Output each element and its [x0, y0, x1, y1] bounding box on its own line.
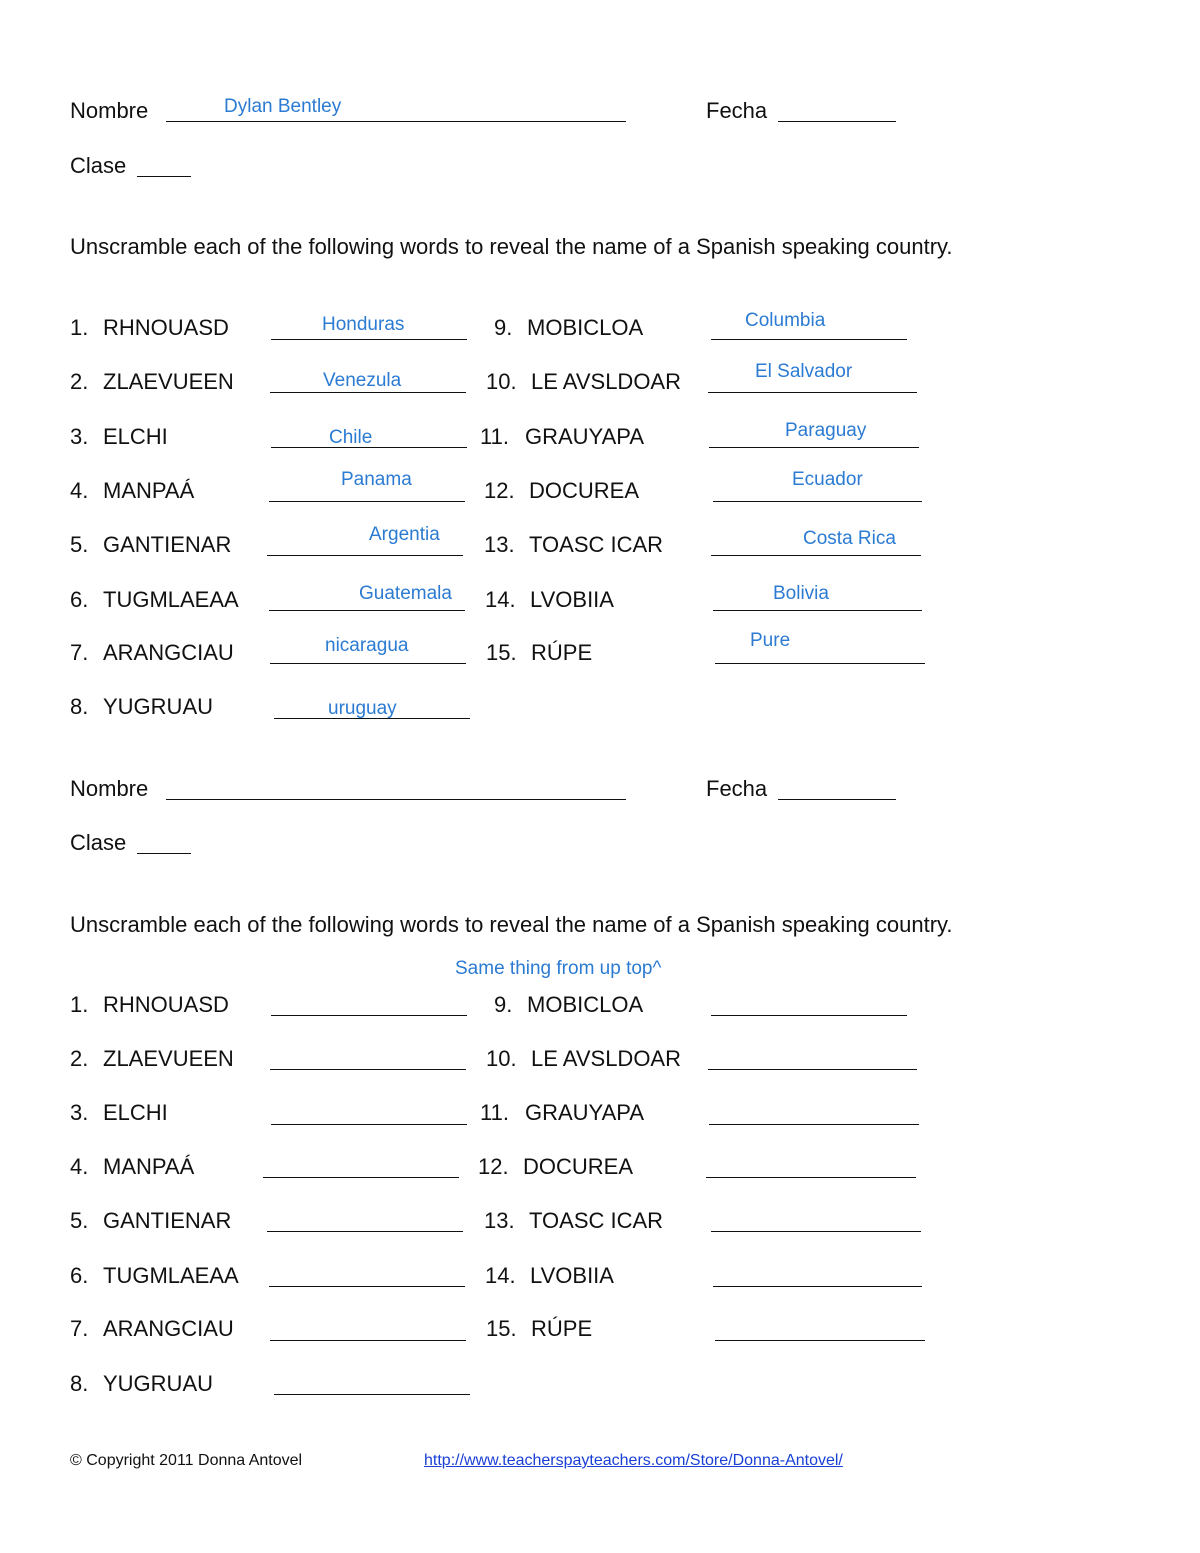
answer-line[interactable] — [270, 1340, 466, 1341]
copyright-text: © Copyright 2011 Donna Antovel — [70, 1452, 303, 1469]
handwritten-answer: Venezula — [323, 370, 402, 391]
answer-line[interactable] — [270, 663, 466, 664]
handwritten-answer: Costa Rica — [803, 528, 896, 549]
item-num: 15. — [486, 640, 517, 665]
item-num: 13. — [484, 1208, 515, 1233]
answer-line[interactable] — [711, 1015, 907, 1016]
answer-line[interactable] — [711, 1231, 921, 1232]
scrambled-word: MANPAÁ — [103, 478, 195, 503]
handwritten-answer: Ecuador — [792, 469, 863, 490]
scrambled-word: GANTIENAR — [103, 532, 232, 557]
nombre-line[interactable] — [166, 121, 626, 122]
answer-line[interactable] — [271, 339, 467, 340]
item-num: 5. — [70, 532, 89, 557]
scrambled-word: RÚPE — [531, 1316, 593, 1341]
item-num: 11. — [480, 1100, 509, 1125]
scrambled-word: ELCHI — [103, 1100, 168, 1125]
scrambled-word: ARANGCIAU — [103, 1316, 234, 1341]
scrambled-word: YUGRUAU — [103, 1371, 214, 1396]
item-num: 15. — [486, 1316, 517, 1341]
fecha-label: Fecha — [706, 98, 768, 123]
item-num: 10. — [486, 369, 517, 394]
handwritten-answer: nicaragua — [325, 635, 409, 656]
answer-line[interactable] — [263, 1177, 459, 1178]
item-num: 10. — [486, 1046, 517, 1071]
answer-line[interactable] — [269, 610, 465, 611]
item-num: 8. — [70, 694, 89, 719]
item-num: 2. — [70, 1046, 89, 1071]
handwritten-answer: Paraguay — [785, 420, 867, 441]
answer-line[interactable] — [267, 555, 463, 556]
item-num: 8. — [70, 1371, 89, 1396]
scrambled-word: DOCUREA — [529, 478, 640, 503]
scrambled-word: ZLAEVUEEN — [103, 1046, 234, 1071]
handwritten-answer: Pure — [750, 630, 791, 651]
scrambled-word: RHNOUASD — [103, 992, 229, 1017]
item-num: 1. — [70, 315, 89, 340]
scrambled-word: ARANGCIAU — [103, 640, 234, 665]
item-num: 12. — [478, 1154, 509, 1179]
item-num: 6. — [70, 1263, 89, 1288]
scrambled-word: ELCHI — [103, 424, 168, 449]
answer-line[interactable] — [709, 1124, 919, 1125]
answer-line[interactable] — [711, 339, 907, 340]
answer-line[interactable] — [709, 447, 919, 448]
store-link[interactable]: http://www.teacherspayteachers.com/Store/Donna-Antovel/ — [424, 1452, 843, 1469]
item-num: 7. — [70, 640, 89, 665]
handwritten-answer: Panama — [341, 469, 412, 490]
handwritten-answer: Guatemala — [359, 583, 452, 604]
handwritten-answer: Argentia — [369, 524, 440, 545]
nombre-label: Nombre — [70, 98, 149, 123]
item-num: 12. — [484, 478, 515, 503]
item-num: 14. — [485, 587, 516, 612]
item-num: 1. — [70, 992, 89, 1017]
scrambled-word: DOCUREA — [523, 1154, 634, 1179]
answer-line[interactable] — [267, 1231, 463, 1232]
answer-line[interactable] — [706, 1177, 916, 1178]
item-num: 11. — [480, 424, 509, 449]
answer-line[interactable] — [715, 663, 925, 664]
clase-label: Clase — [70, 153, 127, 178]
answer-line[interactable] — [271, 1015, 467, 1016]
scrambled-word: MOBICLOA — [527, 992, 644, 1017]
answer-line[interactable] — [713, 610, 922, 611]
scrambled-word: TOASC ICAR — [529, 1208, 664, 1233]
scrambled-word: LVOBIIA — [530, 1263, 614, 1288]
scrambled-word: RHNOUASD — [103, 315, 229, 340]
handwritten-note: Same thing from up top^ — [455, 958, 662, 979]
instructions: Unscramble each of the following words to reveal the name of a Spanish speaking country. — [70, 234, 953, 259]
item-num: 13. — [484, 532, 515, 557]
handwritten-answer: Honduras — [322, 314, 405, 335]
scrambled-word: GRAUYAPA — [525, 1100, 644, 1125]
item-num: 6. — [70, 587, 89, 612]
scrambled-word: LE AVSLDOAR — [531, 1046, 681, 1071]
clase-line[interactable] — [137, 176, 191, 177]
item-num: 7. — [70, 1316, 89, 1341]
nombre-label: Nombre — [70, 776, 149, 801]
scrambled-word: LE AVSLDOAR — [531, 369, 681, 394]
nombre-line[interactable] — [166, 799, 626, 800]
handwritten-answer: Columbia — [745, 310, 826, 331]
scrambled-word: MOBICLOA — [527, 315, 644, 340]
item-num: 4. — [70, 1154, 89, 1179]
item-num: 5. — [70, 1208, 89, 1233]
answer-line[interactable] — [270, 392, 466, 393]
item-num: 3. — [70, 1100, 89, 1125]
scrambled-word: MANPAÁ — [103, 1154, 195, 1179]
handwritten-answer: Chile — [329, 427, 373, 448]
answer-line[interactable] — [270, 1069, 466, 1070]
item-num: 2. — [70, 369, 89, 394]
answer-line[interactable] — [269, 1286, 465, 1287]
item-num: 9. — [494, 992, 513, 1017]
scrambled-word: ZLAEVUEEN — [103, 369, 234, 394]
scrambled-word: TUGMLAEAA — [103, 587, 239, 612]
fecha-line[interactable] — [778, 799, 896, 800]
answer-line[interactable] — [708, 1069, 917, 1070]
clase-label: Clase — [70, 830, 127, 855]
scrambled-word: TOASC ICAR — [529, 532, 664, 557]
fecha-line[interactable] — [778, 121, 896, 122]
student-name: Dylan Bentley — [224, 96, 342, 117]
instructions: Unscramble each of the following words to reveal the name of a Spanish speaking country. — [70, 912, 953, 937]
item-num: 14. — [485, 1263, 516, 1288]
answer-line[interactable] — [269, 501, 465, 502]
answer-line[interactable] — [715, 1340, 925, 1341]
scrambled-word: TUGMLAEAA — [103, 1263, 239, 1288]
answer-line[interactable] — [271, 1124, 467, 1125]
handwritten-answer: El Salvador — [755, 361, 853, 382]
scrambled-word: RÚPE — [531, 640, 593, 665]
answer-line[interactable] — [708, 392, 917, 393]
clase-line[interactable] — [137, 853, 191, 854]
answer-line[interactable] — [713, 501, 922, 502]
scrambled-word: YUGRUAU — [103, 694, 214, 719]
item-num: 3. — [70, 424, 89, 449]
handwritten-answer: Bolivia — [773, 583, 829, 604]
scrambled-word: LVOBIIA — [530, 587, 614, 612]
item-num: 4. — [70, 478, 89, 503]
scrambled-word: GANTIENAR — [103, 1208, 232, 1233]
item-num: 9. — [494, 315, 513, 340]
handwritten-answer: uruguay — [328, 698, 397, 719]
scrambled-word: GRAUYAPA — [525, 424, 644, 449]
answer-line[interactable] — [711, 555, 921, 556]
answer-line[interactable] — [713, 1286, 922, 1287]
fecha-label: Fecha — [706, 776, 768, 801]
answer-line[interactable] — [274, 1394, 470, 1395]
